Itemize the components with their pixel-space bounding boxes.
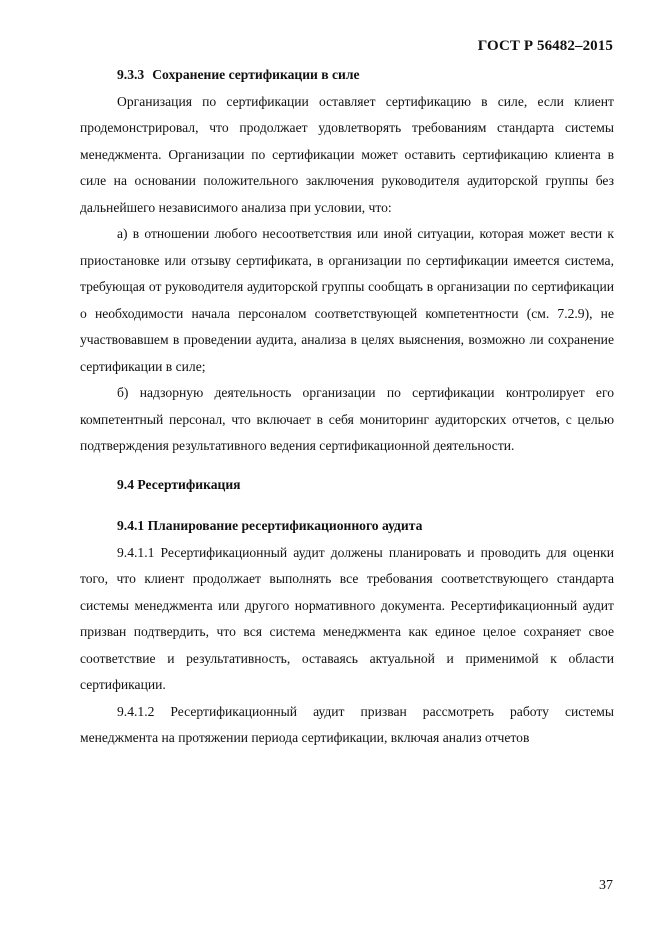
section-number: 9.3.3 xyxy=(117,67,145,82)
paragraph-9-4-1-2: 9.4.1.2 Ресертификационный аудит призван рассмотреть работу системы менеджмента на протяжении периода сертификации, включая анализ отчетов xyxy=(80,703,614,745)
section-heading-9-3-3 xyxy=(80,62,614,89)
list-item-a: а) в отношении любого несоответствия или иной ситуации, которая может вести к приостановке или отзыву сертификата, в организации по сертификации имеется система, требующая от руководителя аудиторской группы сообщать в организации по сертификации о необходимости начала персоналом соответствующей компетентности (см. 7.2.9), не участвовавшем в проведении аудита, анализа в целях выяснения, возможно ли сохранение сертификации в силе; xyxy=(80,226,614,374)
document-code: ГОСТ Р 56482–2015 xyxy=(477,38,613,54)
section-title: Сохранение сертификации в силе xyxy=(152,67,360,82)
paragraph-retention-intro: Организация по сертификации оставляет сертификацию в силе, если клиент продемонстрировал, что продолжает удовлетворять требованиям стандарта системы менеджмента. Организации по сертификации может оставить сертификацию клиента в силе на основании положительного заключения руководителя аудиторской группы без дальнейшего независимого анализа при условии, что: xyxy=(80,93,614,215)
page-number: 37 xyxy=(599,878,613,893)
section-heading-9-4: 9.4 Ресертификация xyxy=(117,476,241,492)
section-heading-9-4-1: 9.4.1 Планирование ресертификационного аудита xyxy=(117,518,423,533)
page-content xyxy=(80,62,614,752)
list-item-b: б) надзорную деятельность организации по сертификации контролирует его компетентный персонал, что включает в себя мониторинг аудиторских отчетов, с целью подтверждения результативного ведения сертификационной деятельности. xyxy=(80,385,614,453)
paragraph-9-4-1-1: 9.4.1.1 Ресертификационный аудит должены планировать и проводить для оценки того, что клиент продолжает выполнять все требования соответствующего стандарта системы менеджмента или другого нормативного документа. Ресертификационный аудит призван подтвердить, что вся система менеджмента как единое целое сохраняет свое соответствие и результативность, оставаясь актуальной и применимой к области сертификации. xyxy=(80,544,614,692)
